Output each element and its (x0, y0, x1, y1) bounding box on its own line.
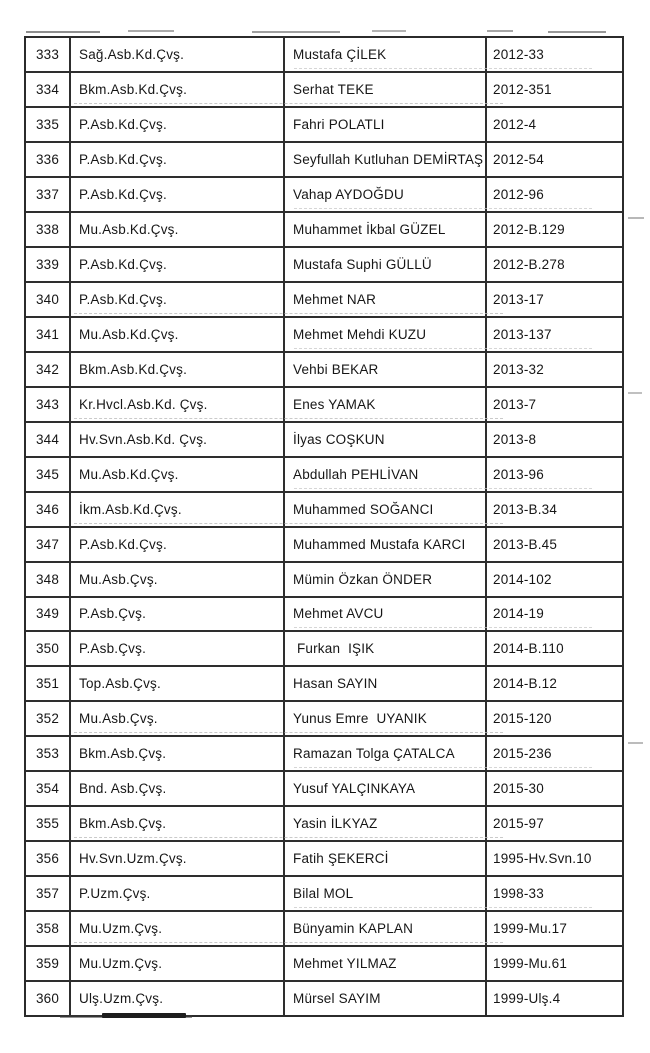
row-number-cell: 344 (26, 423, 71, 456)
name-cell: Seyfullah Kutluhan DEMİRTAŞ (285, 143, 487, 176)
row-number-cell: 343 (26, 388, 71, 421)
rank-cell: Bkm.Asb.Çvş. (71, 807, 285, 840)
table-row (26, 106, 622, 141)
scan-artifact (628, 742, 643, 744)
row-number-cell: 357 (26, 877, 71, 910)
table-row (26, 805, 622, 840)
name-cell: İlyas COŞKUN (285, 423, 487, 456)
scan-artifact (252, 31, 340, 33)
rank-cell: İkm.Asb.Kd.Çvş. (71, 493, 285, 526)
row-number-cell: 355 (26, 807, 71, 840)
rank-cell: Bkm.Asb.Kd.Çvş. (71, 353, 285, 386)
table-row (26, 351, 622, 386)
scan-artifact (628, 217, 644, 219)
registry-cell: 2013-B.45 (493, 536, 558, 552)
row-number-cell: 335 (26, 108, 71, 141)
name-cell: Hasan SAYIN (285, 667, 487, 700)
registry-cell: 2014-B.12 (493, 676, 558, 692)
name-cell: Mehmet YILMAZ (285, 947, 487, 980)
registry-cell: 2012-54 (493, 151, 544, 167)
registry-cell: 2012-4 (493, 116, 537, 132)
personnel-roster-table (24, 36, 624, 1017)
name-cell: Mustafa ÇİLEK (285, 38, 487, 71)
rank-cell: Sağ.Asb.Kd.Çvş. (71, 38, 285, 71)
name-cell: Fatih ŞEKERCİ (285, 842, 487, 875)
row-number-cell: 353 (26, 737, 71, 770)
table-row (26, 71, 622, 106)
registry-cell: 2012-B.278 (493, 256, 565, 272)
registry-cell: 2013-96 (493, 466, 544, 482)
name-cell: Muhammed Mustafa KARCI (285, 528, 487, 561)
table-row (26, 38, 622, 71)
table-row (26, 421, 622, 456)
rank-cell: P.Asb.Kd.Çvş. (71, 528, 285, 561)
table-row (26, 141, 622, 176)
table-row (26, 840, 622, 875)
row-number-cell: 340 (26, 283, 71, 316)
row-number-cell: 358 (26, 912, 71, 945)
rank-cell: Bkm.Asb.Kd.Çvş. (71, 73, 285, 106)
rank-cell: P.Asb.Kd.Çvş. (71, 283, 285, 316)
table-row (26, 770, 622, 805)
registry-cell: 2012-33 (493, 46, 544, 62)
name-cell: Serhat TEKE (285, 73, 487, 106)
name-cell: Vehbi BEKAR (285, 353, 487, 386)
table-row (26, 281, 622, 316)
registry-cell: 1999-Mu.61 (493, 956, 568, 972)
row-number-cell: 347 (26, 528, 71, 561)
table-row (26, 246, 622, 281)
rank-cell: Bnd. Asb.Çvş. (71, 772, 285, 805)
row-number-cell: 348 (26, 563, 71, 596)
registry-cell: 2014-B.110 (493, 641, 564, 657)
registry-cell: 2014-102 (493, 571, 552, 587)
rank-cell: Mu.Uzm.Çvş. (71, 947, 285, 980)
row-number-cell: 360 (26, 982, 71, 1015)
name-cell: Abdullah PEHLİVAN (285, 458, 487, 491)
rank-cell: Bkm.Asb.Çvş. (71, 737, 285, 770)
registry-cell: 2013-32 (493, 361, 544, 377)
registry-cell: 2013-137 (493, 326, 552, 342)
scan-ink-blotch (102, 1013, 186, 1018)
table-row (26, 316, 622, 351)
rank-cell: Mu.Uzm.Çvş. (71, 912, 285, 945)
rank-cell: Mu.Asb.Kd.Çvş. (71, 318, 285, 351)
name-cell: Mehmet Mehdi KUZU (285, 318, 487, 351)
scan-artifact (372, 30, 406, 32)
table-row (26, 700, 622, 735)
name-cell: Bilal MOL (285, 877, 487, 910)
scan-artifact (128, 30, 174, 32)
name-cell: Yasin İLKYAZ (285, 807, 487, 840)
row-number-cell: 333 (26, 38, 71, 71)
rank-cell: Ulş.Uzm.Çvş. (71, 982, 285, 1015)
name-cell: Fahri POLATLI (285, 108, 487, 141)
row-number-cell: 349 (26, 598, 71, 631)
table-row (26, 665, 622, 700)
table-row (26, 910, 622, 945)
registry-cell: 2013-8 (493, 431, 537, 447)
name-cell: Bünyamin KAPLAN (285, 912, 487, 945)
row-number-cell: 336 (26, 143, 71, 176)
name-cell: Mürsel SAYIM (285, 982, 487, 1015)
row-number-cell: 350 (26, 632, 71, 665)
registry-cell: 1999-Mu.17 (493, 921, 568, 937)
table-row (26, 980, 622, 1015)
rank-cell: Hv.Svn.Asb.Kd. Çvş. (71, 423, 285, 456)
rank-cell: Top.Asb.Çvş. (71, 667, 285, 700)
row-number-cell: 346 (26, 493, 71, 526)
registry-cell: 2015-30 (493, 781, 544, 797)
registry-cell: 1998-33 (493, 886, 544, 902)
name-cell: Ramazan Tolga ÇATALCA (285, 737, 487, 770)
registry-cell: 1995-Hv.Svn.10 (493, 851, 592, 867)
scan-artifact (26, 31, 100, 33)
name-cell: Yunus Emre UYANIK (285, 702, 487, 735)
table-row (26, 176, 622, 211)
name-cell: Yusuf YALÇINKAYA (285, 772, 487, 805)
rank-cell: Mu.Asb.Kd.Çvş. (71, 213, 285, 246)
rank-cell: Mu.Asb.Çvş. (71, 702, 285, 735)
table-row (26, 596, 622, 631)
name-cell: Enes YAMAK (285, 388, 487, 421)
registry-cell: 2012-351 (493, 81, 552, 97)
name-cell: Mustafa Suphi GÜLLÜ (285, 248, 487, 281)
registry-cell: 2015-97 (493, 816, 544, 832)
table-row (26, 211, 622, 246)
row-number-cell: 352 (26, 702, 71, 735)
rank-cell: P.Asb.Kd.Çvş. (71, 248, 285, 281)
row-number-cell: 359 (26, 947, 71, 980)
rank-cell: P.Asb.Kd.Çvş. (71, 178, 285, 211)
name-cell: Muhammet İkbal GÜZEL (285, 213, 487, 246)
name-cell: Mümin Özkan ÖNDER (285, 563, 487, 596)
row-number-cell: 354 (26, 772, 71, 805)
row-number-cell: 339 (26, 248, 71, 281)
registry-cell: 2013-17 (493, 291, 544, 307)
scan-artifact (487, 30, 513, 32)
table-row (26, 456, 622, 491)
registry-cell: 2013-7 (493, 396, 537, 412)
row-number-cell: 341 (26, 318, 71, 351)
registry-cell: 2014-19 (493, 606, 544, 622)
registry-cell: 2013-B.34 (493, 501, 558, 517)
table-row (26, 945, 622, 980)
table-row (26, 526, 622, 561)
rank-cell: P.Asb.Kd.Çvş. (71, 143, 285, 176)
table-row (26, 630, 622, 665)
rank-cell: Mu.Asb.Kd.Çvş. (71, 458, 285, 491)
scan-artifact (628, 392, 642, 394)
registry-cell: 2012-96 (493, 186, 544, 202)
rank-cell: P.Asb.Çvş. (71, 598, 285, 631)
row-number-cell: 345 (26, 458, 71, 491)
name-cell: Mehmet AVCU (285, 598, 487, 631)
registry-cell: 2015-120 (493, 711, 552, 727)
name-cell: Mehmet NAR (285, 283, 487, 316)
table-row (26, 491, 622, 526)
rank-cell: P.Uzm.Çvş. (71, 877, 285, 910)
row-number-cell: 342 (26, 353, 71, 386)
rank-cell: Hv.Svn.Uzm.Çvş. (71, 842, 285, 875)
registry-cell: 2015-236 (493, 746, 552, 762)
scan-artifact (548, 31, 606, 33)
name-cell: Muhammed SOĞANCI (285, 493, 487, 526)
table-row (26, 386, 622, 421)
table-row (26, 875, 622, 910)
table-row (26, 735, 622, 770)
name-cell: Furkan IŞIK (285, 632, 487, 665)
row-number-cell: 337 (26, 178, 71, 211)
registry-cell: 2012-B.129 (493, 221, 565, 237)
table-row (26, 561, 622, 596)
row-number-cell: 334 (26, 73, 71, 106)
row-number-cell: 338 (26, 213, 71, 246)
rank-cell: P.Asb.Kd.Çvş. (71, 108, 285, 141)
name-cell: Vahap AYDOĞDU (285, 178, 487, 211)
row-number-cell: 351 (26, 667, 71, 700)
row-number-cell: 356 (26, 842, 71, 875)
rank-cell: P.Asb.Çvş. (71, 632, 285, 665)
registry-cell: 1999-Ulş.4 (493, 991, 561, 1007)
rank-cell: Mu.Asb.Çvş. (71, 563, 285, 596)
rank-cell: Kr.Hvcl.Asb.Kd. Çvş. (71, 388, 285, 421)
